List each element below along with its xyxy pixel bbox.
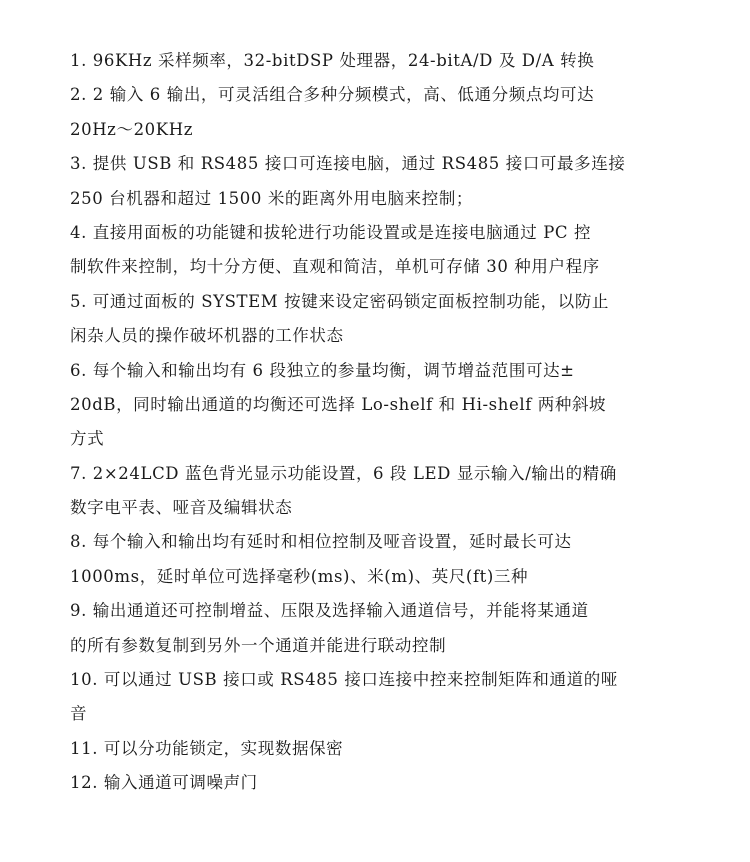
text-line-11: 20dB，同时输出通道的均衡还可选择 Lo-shelf 和 Hi-shelf 两种斜坡 <box>70 394 607 414</box>
text-line-7: 制软件来控制，均十分方便、直观和简洁，单机可存储 30 种用户程序 <box>70 257 600 277</box>
text-line-4: 3. 提供 USB 和 RS485 接口可连接电脑，通过 RS485 接口可最多连接 <box>70 154 626 174</box>
text-line-3: 20Hz～20KHz <box>70 119 193 139</box>
text-line-16: 1000ms，延时单位可选择毫秒(ms)、米(m)、英尺(ft)三种 <box>70 566 529 586</box>
text-line-8: 5. 可通过面板的 SYSTEM 按键来设定密码锁定面板控制功能，以防止 <box>70 291 610 311</box>
text-line-14: 数字电平表、哑音及编辑状态 <box>70 498 293 518</box>
text-line-18: 的所有参数复制到另外一个通道并能进行联动控制 <box>70 635 447 655</box>
text-line-20: 音 <box>70 704 88 724</box>
text-line-1: 1. 96KHz 采样频率，32-bitDSP 处理器，24-bitA/D 及 D/A 转换 <box>70 51 595 70</box>
text-line-21: 11. 可以分功能锁定，实现数据保密 <box>70 738 344 758</box>
text-line-13: 7. 2×24LCD 蓝色背光显示功能设置，6 段 LED 显示输入/输出的精确 <box>70 463 617 483</box>
text-line-5: 250 台机器和超过 1500 米的距离外用电脑来控制； <box>70 188 474 208</box>
text-line-15: 8. 每个输入和输出均有延时和相位控制及哑音设置，延时最长可达 <box>70 532 572 552</box>
text-line-6: 4. 直接用面板的功能键和拔轮进行功能设置或是连接电脑通过 PC 控 <box>70 222 592 242</box>
text-line-9: 闲杂人员的操作破坏机器的工作状态 <box>70 326 344 346</box>
text-line-2: 2. 2 输入 6 输出，可灵活组合多种分频模式，高、低通分频点均可达 <box>70 85 595 105</box>
text-line-19: 10. 可以通过 USB 接口或 RS485 接口连接中控来控制矩阵和通道的哑 <box>70 670 618 690</box>
text-line-22: 12. 输入通道可调噪声门 <box>70 773 258 793</box>
text-line-17: 9. 输出通道还可控制增益、压限及选择输入通道信号，并能将某通道 <box>70 601 589 621</box>
text-line-12: 方式 <box>70 429 105 449</box>
text-line-10: 6. 每个输入和输出均有 6 段独立的参量均衡，调节增益范围可达± <box>70 360 575 380</box>
feature-list <box>70 44 710 801</box>
